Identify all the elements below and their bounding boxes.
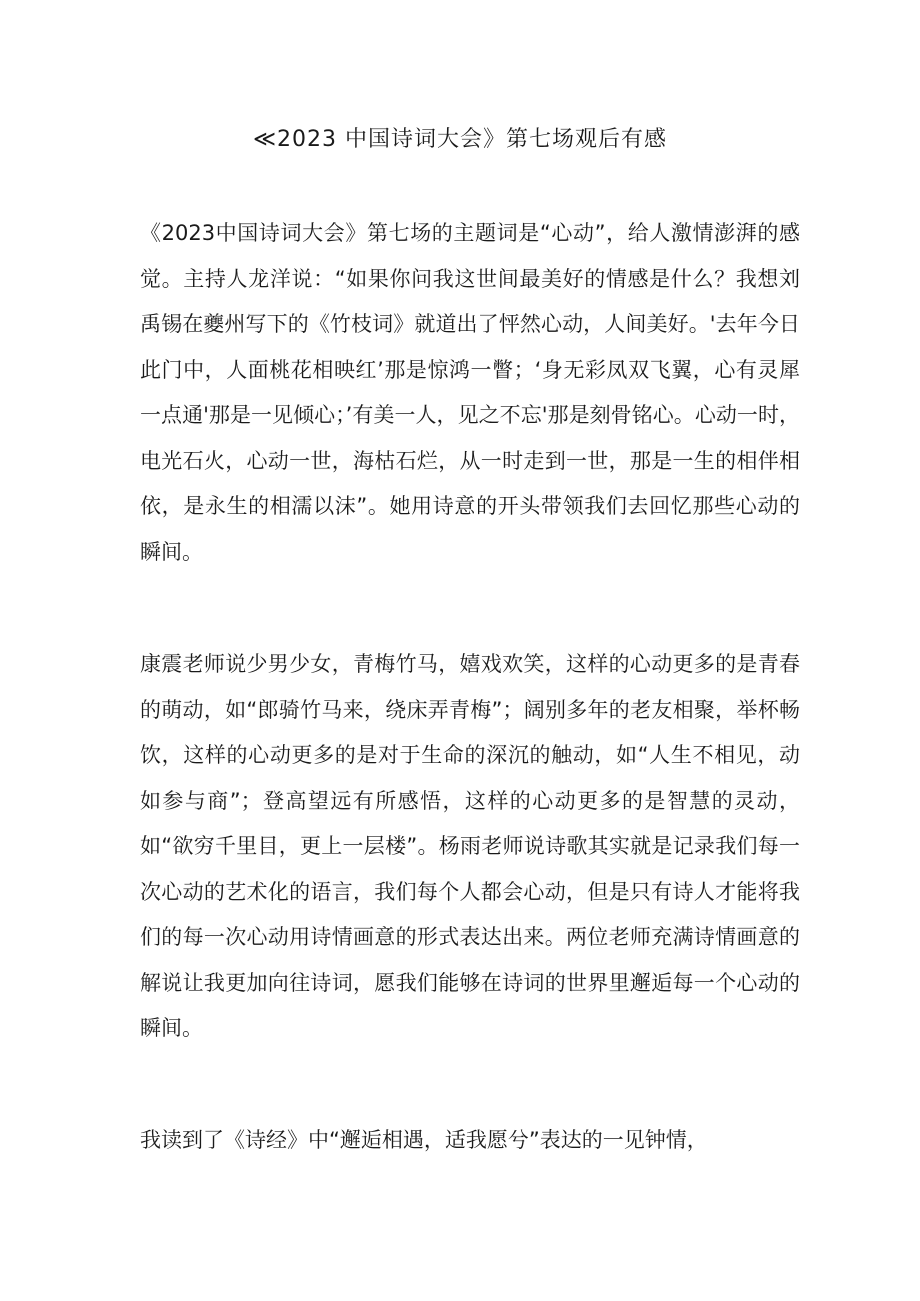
paragraph-3: 我读到了《诗经》中“邂逅相遇，适我愿兮”表达的一见钟情， bbox=[140, 1128, 708, 1152]
paragraph-2: 康震老师说少男少女，青梅竹马，嬉戏欢笑，这样的心动更多的是青春的萌动，如“郎骑竹马来，绕床弄青梅”；阔别多年的老友相聚，举杯畅饮，这样的心动更多的是对于生命的深沉的触动，如“人生不相见，动如参与商”；登高望远有所感悟，这样的心动更多的是智慧的灵动，如“欲穷千里目，更上一层楼”。杨雨老师说诗歌其实就是记录我们每一次心动的艺术化的语言，我们每个人都会心动，但是只有诗人才能将我们的每一次心动用诗情画意的形式表达出来。两位老师充满诗情画意的解说让我更加向往诗词，愿我们能够在诗词的世界里邂逅每一个心动的瞬间。 bbox=[140, 652, 800, 1040]
document-title: ≪2023 中国诗词大会》第七场观后有感 bbox=[252, 127, 667, 152]
paragraph-1: 《2023中国诗词大会》第七场的主题词是“心动”，给人激情澎湃的感觉。主持人龙洋说：“如果你问我这世间最美好的情感是什么？我想刘禹锡在夔州写下的《竹枝词》就道出了怦然心动，人间美好。'去年今日此门中，人面桃花相映红’那是惊鸿一瞥；‘身无彩凤双飞翼，心有灵犀一点通'那是一见倾心；’有美一人，见之不忘'那是刻骨铭心。心动一时，电光石火，心动一世，海枯石烂，从一时走到一世，那是一生的相伴相依，是永生的相濡以沫”。她用诗意的开头带领我们去回忆那些心动的瞬间。 bbox=[140, 221, 800, 564]
